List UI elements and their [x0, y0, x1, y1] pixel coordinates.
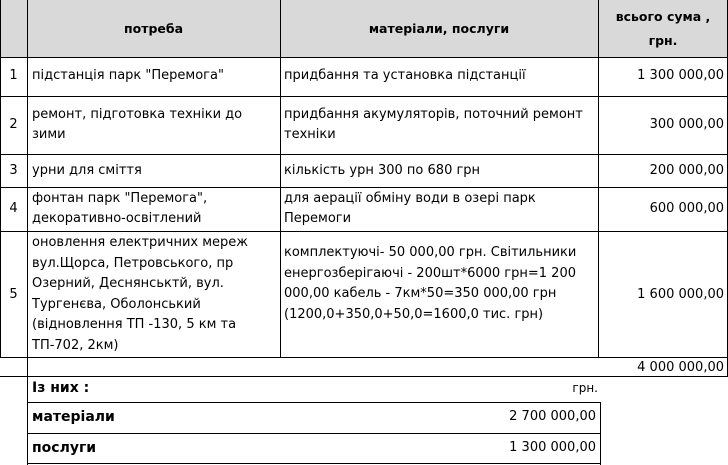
row-need: фонтан парк "Перемога", декоративно-освітлений	[32, 191, 208, 226]
grid-line	[600, 402, 601, 465]
grid-line	[598, 0, 599, 357]
row-materials: кількість урн 300 по 680 грн	[284, 163, 481, 178]
row-materials: для аерації обміну води в озері парк Перемоги	[284, 191, 536, 226]
grid-line	[0, 231, 728, 232]
materials-label: матеріали	[32, 409, 115, 425]
unit-label: грн.	[572, 381, 598, 395]
row-number: 2	[9, 117, 18, 132]
row-sum: 1 600 000,00	[637, 287, 724, 302]
grid-line	[0, 96, 728, 97]
row-need: підстанція парк "Перемога"	[32, 68, 224, 83]
grid-line	[0, 187, 728, 188]
row-number: 3	[9, 163, 18, 178]
services-value: 1 300 000,00	[509, 440, 596, 455]
grid-line	[27, 0, 28, 465]
row-materials: комплектуючі- 50 000,00 грн. Світильники енергозберігаючі - 200шт*6000 грн=1 200 000,00 кабель - 7км*50=350 000,00 грн (1200,0+350,0+50,0=1600,0 тис. грн)	[284, 245, 577, 322]
materials-value: 2 700 000,00	[509, 409, 596, 424]
grid-line	[27, 433, 601, 434]
header-materials: матеріали, послуги	[368, 21, 510, 36]
row-materials: придбання та установка підстанції	[284, 68, 526, 83]
grid-line	[27, 463, 601, 464]
grid-line	[0, 57, 728, 58]
grid-line	[0, 154, 728, 155]
row-number: 1	[9, 68, 18, 83]
row-need: урни для сміття	[32, 163, 142, 178]
header-total: всього сума , грн.	[615, 8, 711, 48]
row-number: 4	[9, 201, 18, 216]
row-need: оновлення електричних мереж вул.Щорса, Петровського, пр Озерний, Деснянськтй, вул. Тургенєва, Оболонський (відновлення ТП -130, 5 км та ТП-702, 2км)	[32, 235, 248, 353]
row-sum: 200 000,00	[649, 163, 724, 178]
row-sum: 1 300 000,00	[637, 68, 724, 83]
header-need: потреба	[123, 21, 184, 36]
total-sum: 4 000 000,00	[637, 360, 724, 375]
grid-line	[27, 402, 601, 403]
row-sum: 300 000,00	[649, 117, 724, 132]
of-them-label: Із них :	[32, 380, 90, 396]
row-materials: придбання акумуляторів, поточний ремонт техніки	[284, 107, 583, 142]
row-sum: 600 000,00	[649, 201, 724, 216]
row-number: 5	[9, 287, 18, 302]
row-need: ремонт, підготовка техніки до зими	[32, 107, 243, 142]
grid-line	[280, 0, 281, 357]
services-label: послуги	[32, 440, 97, 456]
